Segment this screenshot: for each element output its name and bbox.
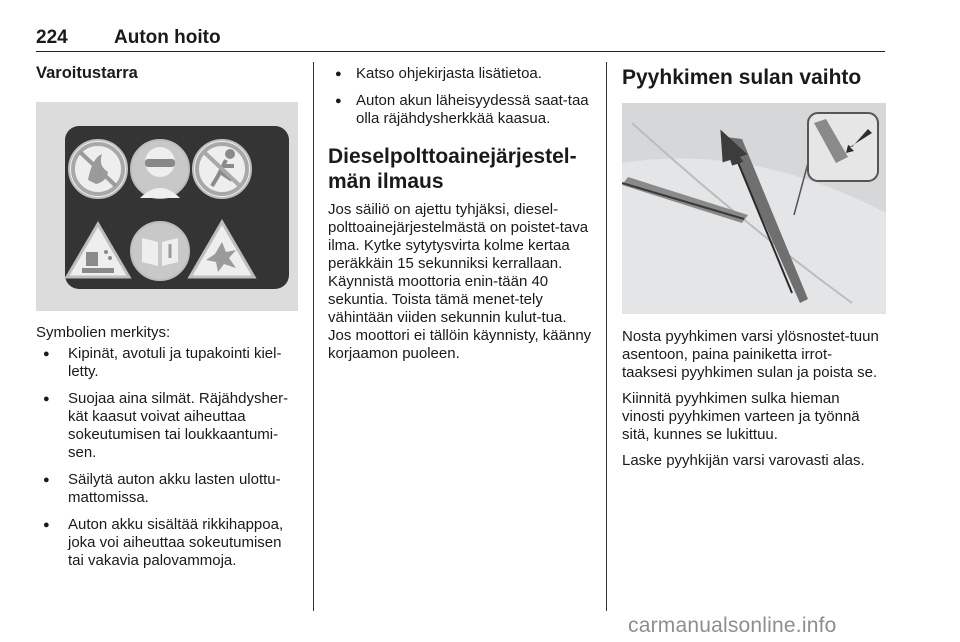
column-left — [36, 62, 298, 579]
battery-notes-list — [328, 65, 592, 128]
wiper-step-2: Kiinnitä pyyhkimen sulka hieman vinosti pyyhkimen varteen ja työnnä sitä, kunnes se lukittuu. — [622, 390, 860, 443]
column-divider-1 — [313, 62, 314, 611]
section-title-warning-label: Varoitustarra — [36, 64, 138, 82]
page-title: Auton hoito — [114, 27, 221, 48]
page-header — [36, 27, 885, 52]
wiper-blade-illustration — [622, 103, 886, 314]
no-fire-icon — [69, 140, 127, 198]
column-divider-2 — [606, 62, 607, 611]
wiper-graphic — [622, 103, 886, 314]
wiper-step-1: Nosta pyyhkimen varsi ylösnostet-tuun asentoon, paina painiketta irrot-taaksesi pyyhkimen sulan ja poista se. — [622, 328, 879, 381]
column-right — [622, 62, 886, 470]
page-number: 224 — [36, 27, 68, 48]
symbols-intro: Symbolien merkitys: — [36, 324, 171, 341]
diesel-bleeding-body: Jos säiliö on ajettu tyhjäksi, diesel-polttoainejärjestelmästä on poistet-tava ilma. Kytke sytytysvirta kolme kertaa peräkkäin 15 sekunniksi kerrallaan. Käynnistä moottoria enin-tään 40 sekuntia. Toista tämä menet-tely vähintään viiden sekunnin kulut-tua. Jos moottori ei tällöin käynnisty, käänny korjaamon puoleen. — [328, 201, 592, 362]
warning-label-illustration — [36, 102, 298, 311]
wiper-step-3: Laske pyyhkijän varsi varovasti alas. — [622, 452, 865, 469]
warning-label-graphic — [36, 102, 298, 311]
list-item: ● Auton akun läheisyydessä saat-taa olla räjähdysherkkää kaasua. — [328, 92, 592, 128]
heading-wiper-blade-replacement: Pyyhkimen sulan vaihto — [622, 66, 862, 89]
list-item: ● Katso ohjekirjasta lisätietoa. — [328, 65, 592, 83]
list-item: ● Auton akku sisältää rikkihappoa, joka voi aiheuttaa sokeutumisen tai vakavia palovammoja. — [36, 516, 298, 570]
keep-children-away-icon — [193, 140, 251, 198]
read-manual-icon — [131, 222, 189, 280]
column-middle — [328, 62, 592, 363]
list-item: ● Suojaa aina silmät. Räjähdysher-kät kaasut voivat aiheuttaa sokeutumisen tai loukkaantumi-sen. — [36, 390, 298, 462]
list-item: ● Säilytä auton akku lasten ulottu-mattomissa. — [36, 471, 298, 507]
symbols-list — [36, 345, 298, 570]
heading-diesel-bleeding: Dieselpolttoainejärjestel-män ilmaus — [328, 145, 577, 193]
list-item: ● Kipinät, avotuli ja tupakointi kiel-letty. — [36, 345, 298, 381]
watermark-text: carmanualsonline.info — [628, 614, 837, 637]
eye-protection-icon — [131, 140, 189, 198]
